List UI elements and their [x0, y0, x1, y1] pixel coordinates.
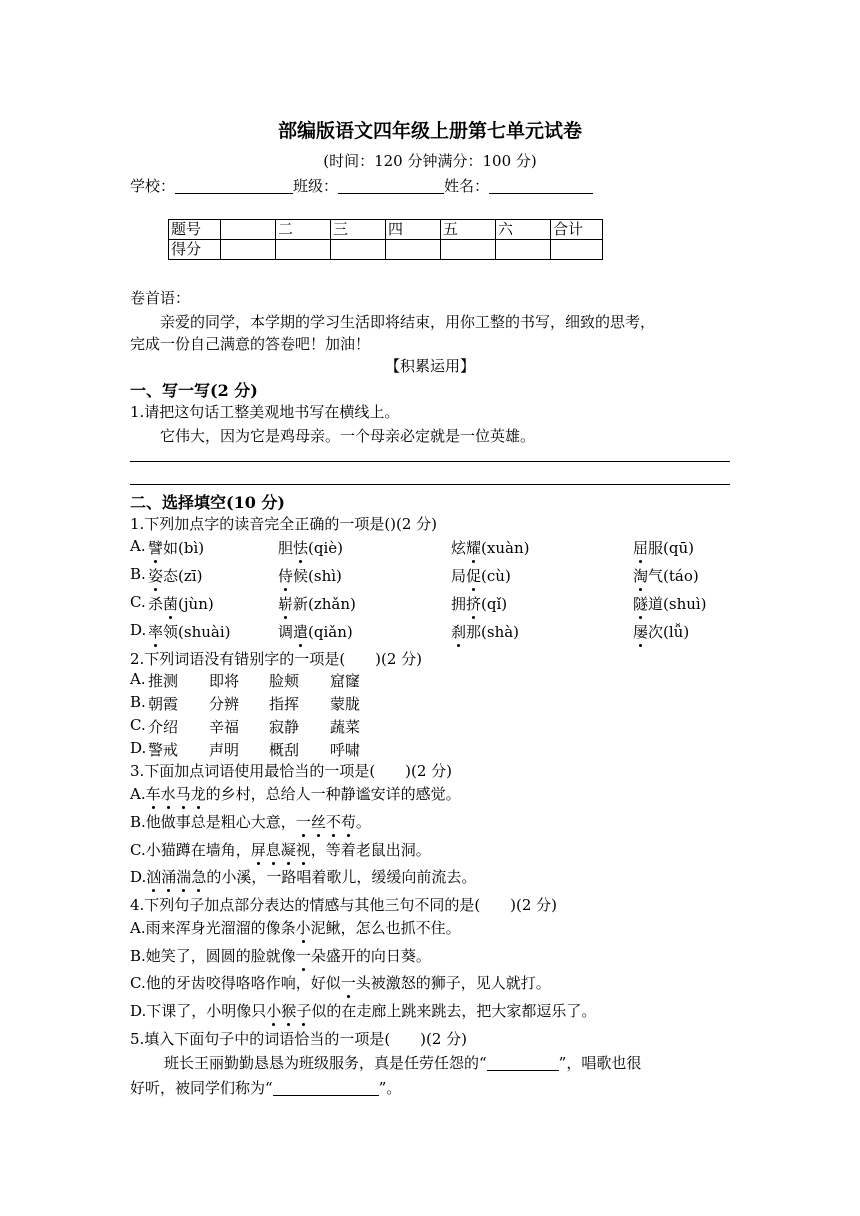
dotted-char: 侍 — [278, 567, 294, 585]
item-text: 拥 — [451, 595, 467, 613]
dotted-char: 淘 — [633, 567, 649, 585]
item-text: 那(shà) — [466, 623, 520, 641]
option-text: 似的在走廊上跳来跳去，把大家都逗乐了。 — [311, 1002, 597, 1020]
q5-text: ”，唱歌也很 — [558, 1054, 642, 1072]
pinyin-item — [451, 537, 529, 558]
option-row[interactable] — [130, 811, 371, 832]
score-cell[interactable] — [276, 240, 331, 260]
dotted-char: 屈 — [633, 539, 649, 557]
option-text: 泥鳅，怎么也抓不住。 — [310, 919, 461, 937]
dotted-phrase — [341, 974, 356, 992]
option-word: 朝霞 — [148, 695, 179, 713]
item-text: 局 — [451, 567, 467, 585]
item-text: 胆 — [278, 539, 294, 557]
dotted-char: 子 — [296, 1002, 312, 1020]
item-text: 次(lǚ) — [648, 623, 690, 641]
preface-line-2: 完成一份自己满意的答卷吧！加油！ — [130, 335, 371, 353]
option-row[interactable] — [130, 783, 461, 804]
dotted-char: 遣 — [293, 623, 309, 641]
option-text: ，等着老鼠出洞。 — [310, 841, 431, 859]
option-text: 雨来浑身光溜溜的像条 — [145, 919, 296, 937]
dotted-char: 一 — [340, 974, 356, 992]
pinyin-item — [451, 565, 511, 586]
option-text: 朵盛开的向日葵。 — [310, 947, 431, 965]
option-text: 的乡村，总给人一种静谧安详的感觉。 — [205, 785, 461, 803]
dotted-char: 怯 — [293, 539, 309, 557]
pinyin-item — [633, 565, 699, 586]
dotted-char: 丝 — [310, 813, 326, 831]
item-text: 领(shuài) — [163, 623, 231, 641]
option-label[interactable]: C. — [130, 716, 146, 734]
school-blank[interactable] — [175, 177, 293, 194]
option-word: 蔬菜 — [330, 718, 361, 736]
option-text: 的小溪，一路唱着歌儿，缓缓向前流去。 — [206, 868, 477, 886]
table-cell: 三 — [331, 220, 386, 240]
dotted-char: 水 — [160, 785, 176, 803]
option-row[interactable] — [130, 839, 431, 860]
item-text: (qǐ) — [481, 595, 508, 613]
pinyin-item — [148, 621, 230, 642]
item-text: 态(zī) — [163, 567, 203, 585]
dotted-char: 姿 — [148, 567, 164, 585]
item-text: (cù) — [481, 567, 511, 585]
option-label[interactable]: B. — [130, 947, 146, 965]
option-word: 窟窿 — [330, 672, 361, 690]
dotted-char: 小 — [266, 1002, 282, 1020]
pinyin-item — [148, 593, 214, 614]
dotted-char: 挤 — [466, 595, 482, 613]
dotted-char: 耀 — [466, 539, 482, 557]
page-title: 部编版语文四年级上册第七单元试卷 — [277, 120, 582, 142]
option-text: 下课了，小明像只 — [146, 1002, 267, 1020]
dotted-phrase — [251, 841, 311, 859]
score-cell[interactable] — [386, 240, 441, 260]
dotted-char: 譬 — [148, 539, 164, 557]
q5-text: 班长王丽勤勤恳恳为班级服务，真是任劳任怨的“ — [164, 1054, 487, 1072]
q1-stem: 1.下列加点字的读音完全正确的一项是()(2 分) — [130, 515, 438, 533]
dotted-char: 凝 — [280, 841, 296, 859]
item-text: 气(táo) — [648, 567, 699, 585]
option-word: 推测 — [148, 672, 179, 690]
pinyin-item — [451, 593, 507, 614]
option-row[interactable] — [130, 917, 461, 938]
item-text: (jùn) — [178, 595, 214, 613]
q3-stem: 3.下面加点词语使用最恰当的一项是( )(2 分) — [130, 762, 453, 780]
q5-line-1 — [164, 1052, 641, 1073]
option-label[interactable]: A. — [130, 785, 146, 803]
option-text: 小猫蹲在墙角， — [145, 841, 251, 859]
dotted-char: 涌 — [161, 868, 177, 886]
option-label[interactable]: A. — [130, 919, 146, 937]
q5-text: 好听，被同学们称为“ — [130, 1079, 273, 1097]
score-table — [168, 219, 603, 260]
score-cell[interactable] — [441, 240, 496, 260]
preface-line-1: 亲爱的同学，本学期的学习生活即将结束，用你工整的书写，细致的思考， — [160, 313, 656, 331]
option-row[interactable] — [130, 945, 431, 966]
table-cell: 题号 — [169, 220, 221, 240]
pinyin-item — [633, 593, 707, 614]
dotted-char: 汹 — [146, 868, 162, 886]
item-text: 炫 — [451, 539, 467, 557]
school-label: 学校： — [130, 177, 176, 195]
option-label[interactable]: D. — [130, 739, 147, 757]
dotted-char: 湍 — [176, 868, 192, 886]
item-text: 道(shuì) — [648, 595, 707, 613]
student-info — [130, 175, 593, 196]
answer-line-1[interactable] — [130, 461, 730, 462]
pinyin-item — [278, 565, 342, 586]
item-text: (xuàn) — [481, 539, 530, 557]
score-cell[interactable] — [496, 240, 551, 260]
option-word: 辛福 — [209, 718, 240, 736]
q4-stem: 4.下列句子加点部分表达的情感与其他三句不同的是( )(2 分) — [130, 896, 558, 914]
dotted-phrase — [296, 919, 311, 937]
option-label[interactable]: B. — [130, 693, 146, 711]
pinyin-item — [278, 537, 343, 558]
table-cell: 得分 — [169, 240, 221, 260]
dotted-char: 一 — [295, 813, 311, 831]
item-text: 服(qū) — [648, 539, 694, 557]
dotted-char: 猴 — [281, 1002, 297, 1020]
option-label[interactable]: D. — [130, 868, 147, 886]
dotted-phrase — [146, 785, 206, 803]
s1-question-1: 1.请把这句话工整美观地书写在横线上。 — [130, 403, 400, 421]
class-blank[interactable] — [338, 177, 444, 194]
item-text: 新(zhǎn) — [293, 595, 356, 613]
item-text: 候(shì) — [293, 567, 342, 585]
option-label[interactable]: B. — [130, 813, 146, 831]
option-row[interactable] — [130, 866, 476, 887]
pinyin-item — [278, 621, 353, 642]
dotted-char: 车 — [145, 785, 161, 803]
option-word: 介绍 — [148, 718, 179, 736]
option-text: 头被激怒的狮子，见人就打。 — [355, 974, 551, 992]
dotted-char: 马 — [175, 785, 191, 803]
table-cell: 合计 — [551, 220, 603, 240]
option-word: 呼啸 — [330, 741, 361, 759]
q5-blank-2[interactable] — [273, 1079, 379, 1096]
q5-stem: 5.填入下面句子中的词语恰当的一项是( )(2 分) — [130, 1030, 468, 1048]
name-blank[interactable] — [489, 177, 593, 194]
dotted-char: 屏 — [250, 841, 266, 859]
q2-stem: 2.下列词语没有错别字的一项是( )(2 分) — [130, 650, 423, 668]
item-text: 调 — [278, 623, 294, 641]
table-cell: 二 — [276, 220, 331, 240]
dotted-char: 龙 — [190, 785, 206, 803]
option-row[interactable] — [130, 972, 551, 993]
option-word: 指挥 — [269, 695, 300, 713]
q5-blank-1[interactable] — [487, 1054, 559, 1071]
table-cell — [221, 220, 276, 240]
dotted-char: 隧 — [633, 595, 649, 613]
dotted-phrase — [296, 947, 311, 965]
q5-text: ”。 — [378, 1079, 402, 1097]
option-label[interactable]: D. — [130, 1002, 147, 1020]
dotted-phrase — [146, 868, 206, 886]
option-word: 脸颊 — [269, 672, 300, 690]
option-label[interactable]: D. — [130, 621, 147, 639]
section-2-title: 二、选择填空(10 分) — [130, 493, 285, 512]
dotted-char: 急 — [191, 868, 207, 886]
dotted-phrase — [266, 1002, 311, 1020]
option-label[interactable]: C. — [130, 593, 146, 611]
dotted-char: 视 — [295, 841, 311, 859]
dotted-char: 屡 — [633, 623, 649, 641]
pinyin-item — [633, 537, 694, 558]
option-label[interactable]: C. — [130, 841, 146, 859]
exam-time-score: (时间：120 分钟满分：100 分) — [323, 152, 537, 170]
class-label: 班级： — [293, 177, 339, 195]
dotted-char: 息 — [265, 841, 281, 859]
option-label[interactable]: A. — [130, 537, 146, 555]
dotted-char: 率 — [148, 623, 164, 641]
dotted-char: 不 — [325, 813, 341, 831]
score-cell[interactable] — [221, 240, 276, 260]
section-1-title: 一、写一写(2 分) — [130, 381, 258, 400]
table-cell: 四 — [386, 220, 441, 240]
pinyin-item — [633, 621, 689, 642]
option-label[interactable]: A. — [130, 670, 146, 688]
table-cell: 五 — [441, 220, 496, 240]
name-label: 姓名： — [444, 177, 490, 195]
dotted-char: 菌 — [163, 595, 179, 613]
option-word: 概刮 — [269, 741, 300, 759]
item-text: 如(bì) — [163, 539, 205, 557]
option-row[interactable] — [130, 1000, 596, 1021]
option-text: 他的牙齿咬得咯咯作响，好似 — [145, 974, 341, 992]
option-word: 寂静 — [269, 718, 300, 736]
option-text: 他做事总是粗心大意， — [145, 813, 296, 831]
part-heading: 【积累运用】 — [384, 357, 475, 375]
s1-sentence: 它伟大，因为它是鸡母亲。一个母亲必定就是一位英雄。 — [160, 427, 536, 445]
q5-line-2 — [130, 1077, 401, 1098]
score-cell[interactable] — [331, 240, 386, 260]
dotted-char: 刹 — [451, 623, 467, 641]
preface-label: 卷首语： — [130, 289, 191, 307]
answer-line-2[interactable] — [130, 484, 730, 485]
pinyin-item — [148, 537, 204, 558]
option-word: 声明 — [209, 741, 240, 759]
option-text: 。 — [355, 813, 371, 831]
score-table-score-row — [169, 240, 603, 260]
dotted-char: 一 — [295, 947, 311, 965]
score-table-header-row — [169, 220, 603, 240]
option-word: 蒙胧 — [330, 695, 361, 713]
pinyin-item — [278, 593, 356, 614]
dotted-char: 小 — [295, 919, 311, 937]
dotted-phrase — [296, 813, 356, 831]
pinyin-item — [148, 565, 202, 586]
dotted-char: 促 — [466, 567, 482, 585]
item-text: (qiǎn) — [308, 623, 353, 641]
item-text: (qiè) — [308, 539, 344, 557]
option-word: 警戒 — [148, 741, 179, 759]
score-cell[interactable] — [551, 240, 603, 260]
pinyin-item — [451, 621, 519, 642]
option-word: 分辨 — [209, 695, 240, 713]
item-text: 杀 — [148, 595, 164, 613]
option-label[interactable]: B. — [130, 565, 146, 583]
dotted-char: 苟 — [340, 813, 356, 831]
table-cell: 六 — [496, 220, 551, 240]
option-label[interactable]: C. — [130, 974, 146, 992]
option-word: 即将 — [209, 672, 240, 690]
dotted-char: 崭 — [278, 595, 294, 613]
option-text: 她笑了，圆圆的脸就像 — [145, 947, 296, 965]
